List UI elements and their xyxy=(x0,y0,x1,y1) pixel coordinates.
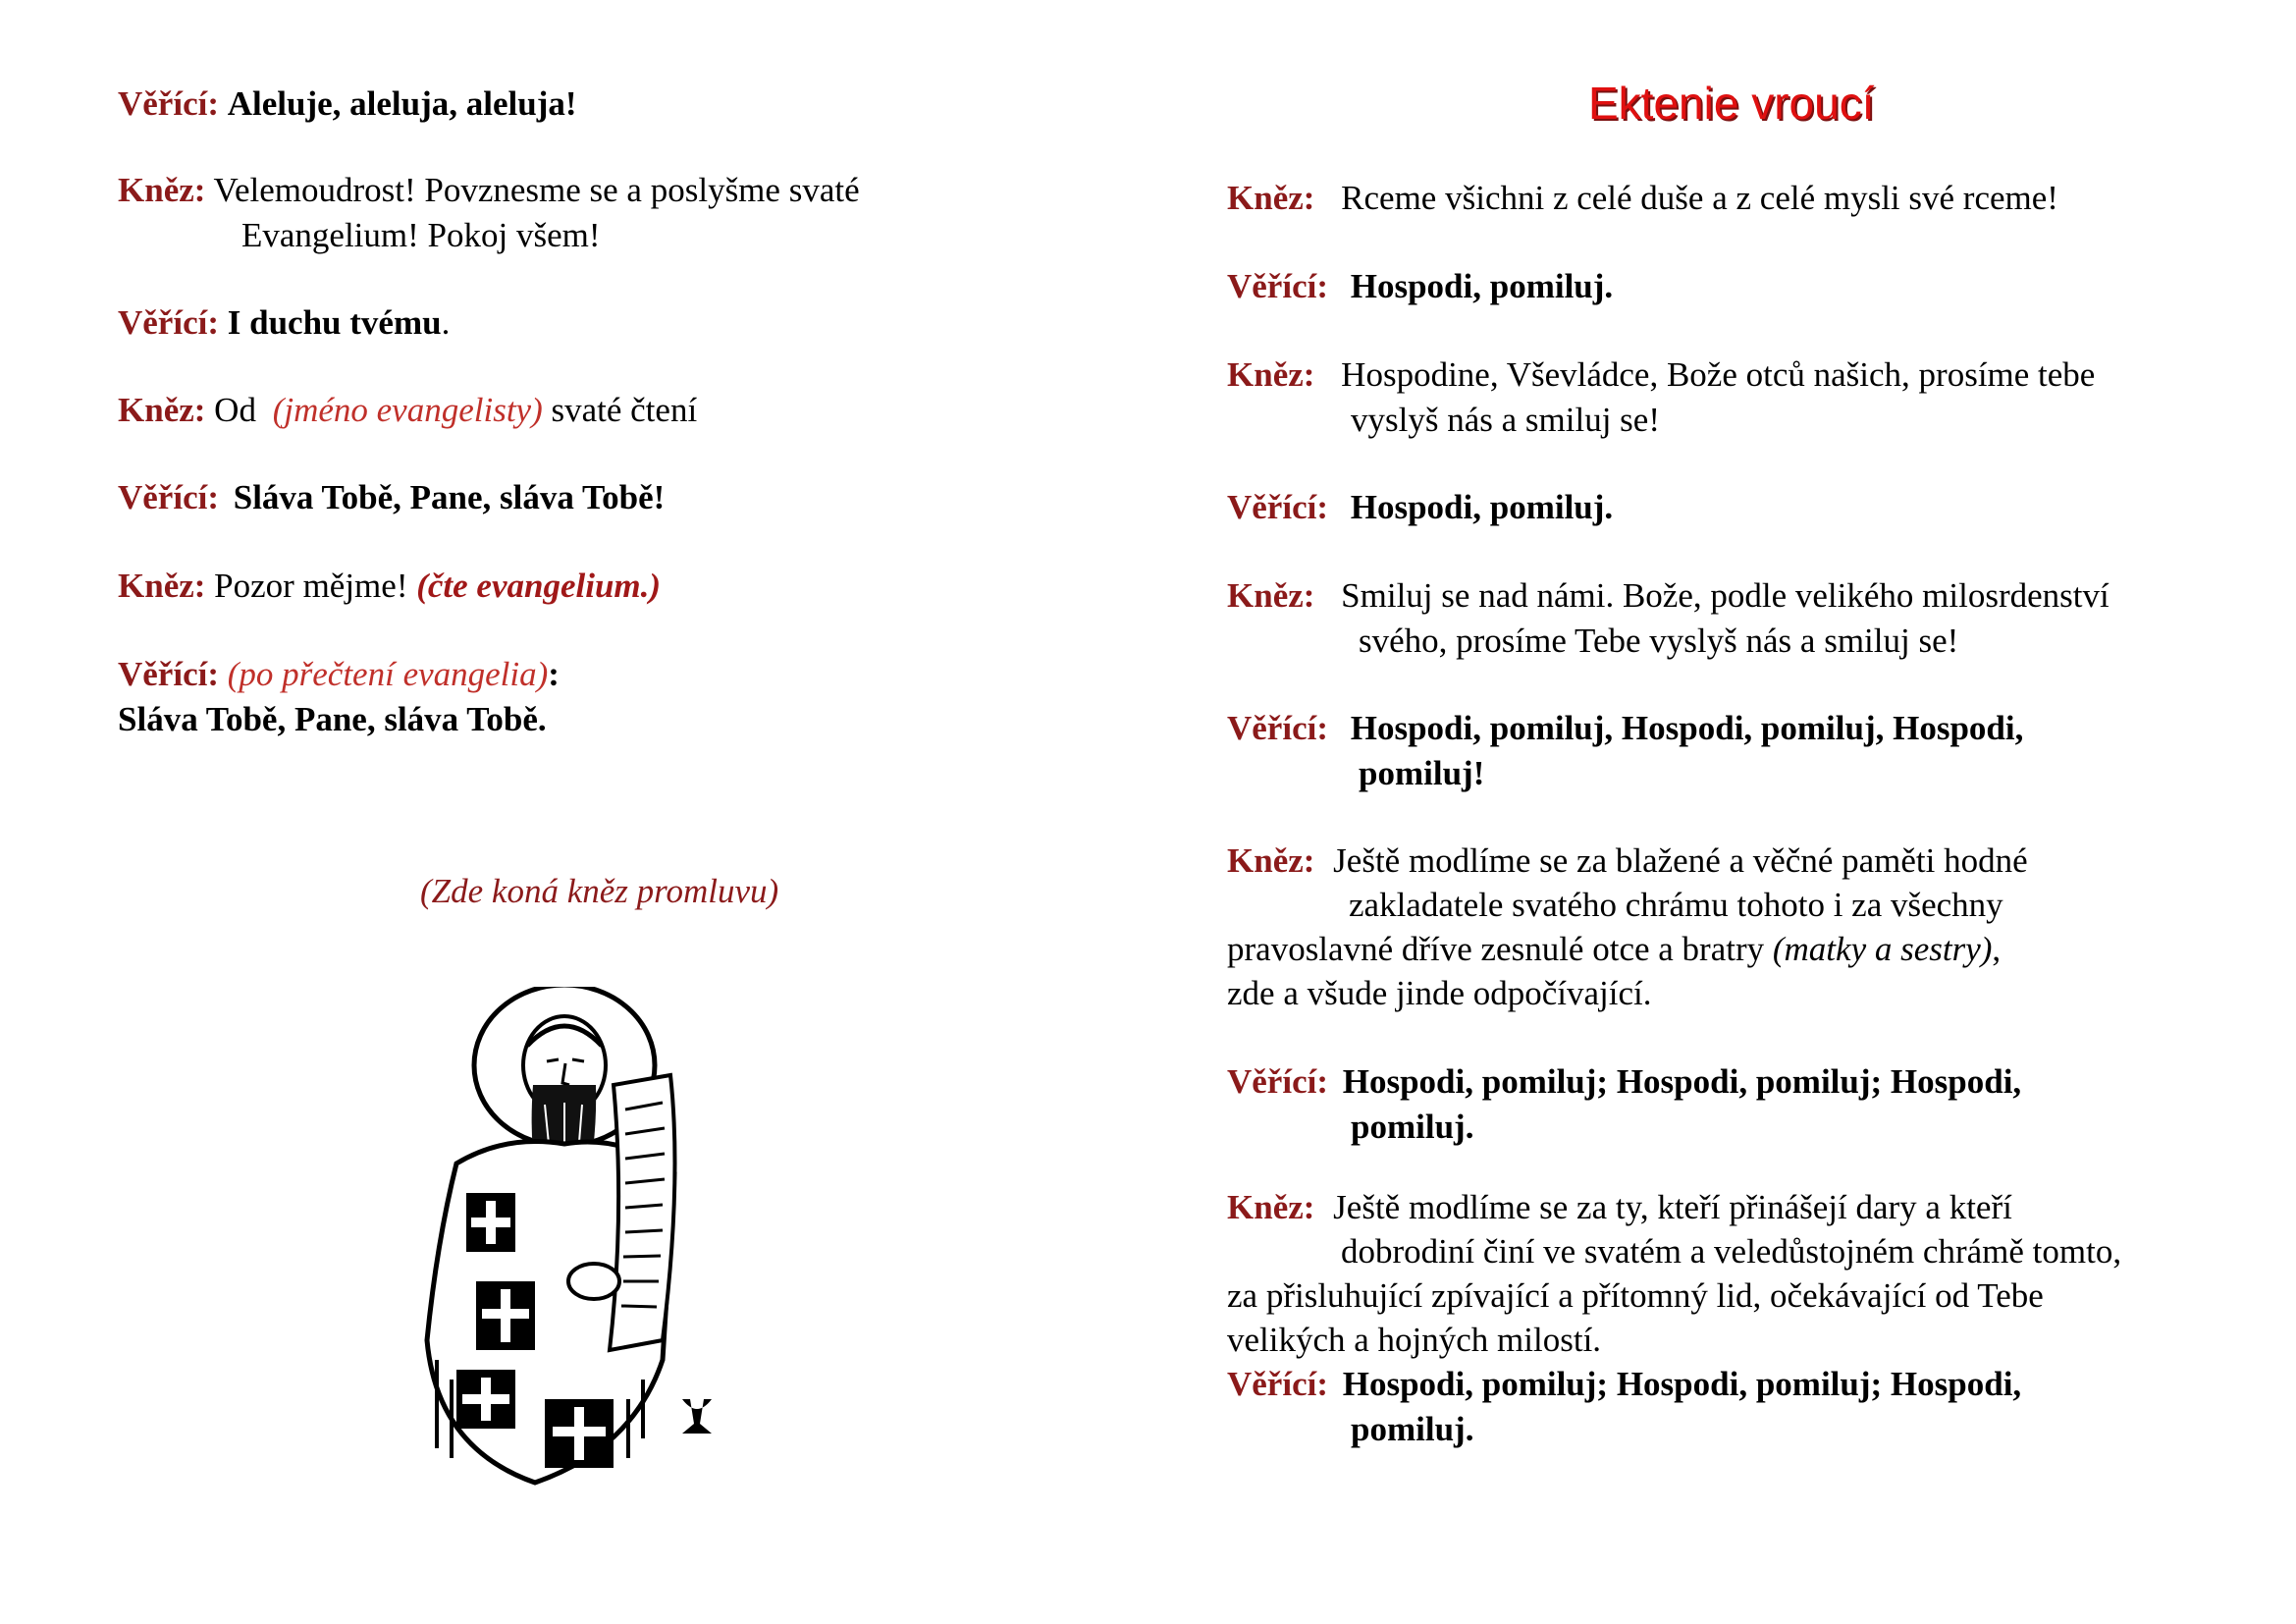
response-text: Hospodi, pomiluj; Hospodi, pomiluj; Hospodi, xyxy=(1342,1365,2022,1403)
verici-r6 xyxy=(1227,707,2023,750)
verici-line-7 xyxy=(118,653,560,696)
knez-line-2 xyxy=(118,169,860,212)
speaker-verici: Věřící: xyxy=(1227,709,1328,747)
response-text: Hospodi, pomiluj. xyxy=(1350,488,1614,526)
knez-r9-cont2: za přisluhující zpívající a přítomný lid, očekávající od Tebe xyxy=(1227,1276,2044,1315)
speaker-verici: Věřící: xyxy=(118,478,219,516)
knez-r5-cont: svého, prosíme Tebe vyslyš nás a smiluj se! xyxy=(1359,622,1959,660)
speaker-knez: Kněz: xyxy=(1227,576,1315,615)
priest-text: Rceme všichni z celé duše a z celé mysli své rceme! xyxy=(1341,179,2058,217)
response-text: I duchu tvému xyxy=(227,303,442,342)
speaker-knez: Kněz: xyxy=(1227,355,1315,394)
speaker-verici: Věřící: xyxy=(1227,1365,1328,1403)
comma: , xyxy=(1992,930,2002,968)
knez-r7-cont3: zde a všude jinde odpočívající. xyxy=(1227,974,1652,1012)
priest-text: Od xyxy=(214,391,256,429)
knez-r7 xyxy=(1227,839,2028,883)
speaker-verici: Věřící: xyxy=(1227,1062,1328,1101)
saint-with-scroll-icon xyxy=(417,987,751,1488)
priest-text: Ještě modlíme se za blažené a věčné paměti hodné xyxy=(1333,841,2028,880)
knez-r3 xyxy=(1227,353,2095,397)
speaker-knez: Kněz: xyxy=(1227,1188,1315,1226)
verici-r8 xyxy=(1227,1060,2021,1104)
priest-text-2: svaté čtení xyxy=(551,391,698,429)
evangelist-placeholder: (jméno evangelisty) xyxy=(272,391,543,429)
priest-text: Smiluj se nad námi. Bože, podle velikého milosrdenství xyxy=(1341,576,2109,615)
priest-text: pravoslavné dříve zesnulé otce a bratry xyxy=(1227,930,1765,968)
knez-r7-cont2 xyxy=(1227,928,2001,971)
knez-line-4 xyxy=(118,389,697,432)
verici-r8-cont: pomiluj. xyxy=(1351,1108,1474,1146)
knez-r5 xyxy=(1227,574,2109,618)
knez-line-6 xyxy=(118,565,661,608)
verici-r2 xyxy=(1227,265,1613,308)
verici-r10-cont: pomiluj. xyxy=(1351,1410,1474,1448)
speaker-knez: Kněz: xyxy=(118,567,206,605)
rubric-reads-gospel: (čte evangelium.) xyxy=(416,567,662,605)
knez-line-2-cont: Evangelium! Pokoj všem! xyxy=(241,216,601,254)
knez-r1 xyxy=(1227,177,2058,220)
speaker-verici: Věřící: xyxy=(1227,267,1328,305)
response-text: Sláva Tobě, Pane, sláva Tobě! xyxy=(233,478,666,516)
knez-r7-cont1: zakladatele svatého chrámu tohoto i za všechny xyxy=(1349,886,2003,924)
speaker-verici: Věřící: xyxy=(1227,488,1328,526)
verici-line-1 xyxy=(118,82,577,126)
response-text: Hospodi, pomiluj; Hospodi, pomiluj; Hospodi, xyxy=(1342,1062,2022,1101)
rubric-mothers-sisters: (matky a sestry) xyxy=(1772,930,1993,968)
knez-r3-cont: vyslyš nás a smiluj se! xyxy=(1351,401,1660,439)
page-title: Ektenie vroucí xyxy=(1588,78,1875,129)
homily-note: (Zde koná kněz promluvu) xyxy=(420,872,779,910)
priest-text: Velemoudrost! Povznesme se a poslyšme svaté xyxy=(213,171,860,209)
verici-line-5 xyxy=(118,476,665,519)
verici-r6-cont: pomiluj! xyxy=(1359,754,1485,792)
speaker-verici: Věřící: xyxy=(118,303,219,342)
speaker-verici: Věřící: xyxy=(118,655,219,693)
colon: : xyxy=(548,655,560,693)
knez-r9-cont1: dobrodiní činí ve svatém a veledůstojném chrámě tomto, xyxy=(1341,1232,2122,1271)
period: . xyxy=(441,303,451,342)
speaker-verici: Věřící: xyxy=(118,84,219,123)
knez-r9-cont3: velikých a hojných milostí. xyxy=(1227,1321,1602,1359)
response-text: Hospodi, pomiluj. xyxy=(1350,267,1614,305)
verici-line-7-cont: Sláva Tobě, Pane, sláva Tobě. xyxy=(118,700,547,738)
verici-r10 xyxy=(1227,1363,2021,1406)
priest-text: Hospodine, Vševládce, Bože otců našich, prosíme tebe xyxy=(1341,355,2096,394)
knez-r9 xyxy=(1227,1186,2012,1229)
speaker-knez: Kněz: xyxy=(1227,179,1315,217)
speaker-knez: Kněz: xyxy=(118,391,206,429)
response-text: Aleluje, aleluja, aleluja! xyxy=(227,84,577,123)
verici-line-3 xyxy=(118,301,450,345)
speaker-knez: Kněz: xyxy=(118,171,206,209)
priest-text: Pozor mějme! xyxy=(214,567,408,605)
rubric-after-gospel: (po přečtení evangelia) xyxy=(227,655,549,693)
response-text: Hospodi, pomiluj, Hospodi, pomiluj, Hospodi, xyxy=(1350,709,2024,747)
priest-text: Ještě modlíme se za ty, kteří přinášejí dary a kteří xyxy=(1333,1188,2012,1226)
speaker-knez: Kněz: xyxy=(1227,841,1315,880)
verici-r4 xyxy=(1227,486,1613,529)
